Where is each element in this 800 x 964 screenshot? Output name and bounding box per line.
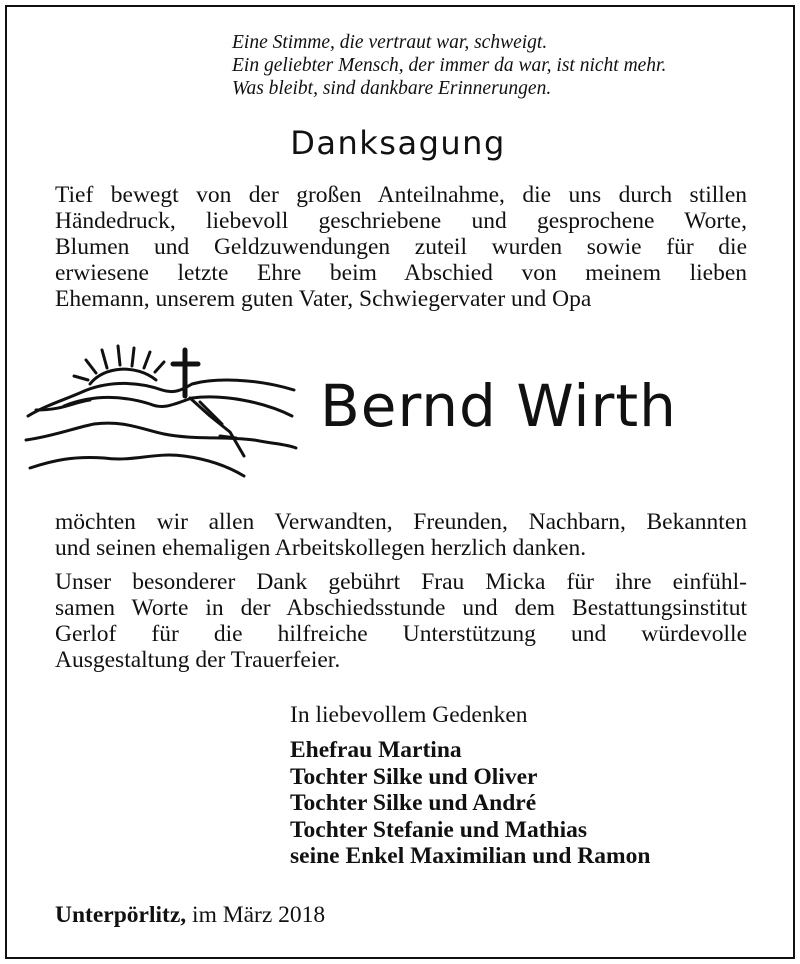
poem-line: Was bleibt, sind dankbare Erinnerungen. (232, 78, 552, 99)
signer: Tochter Silke und Oliver (290, 763, 538, 790)
heading: Danksagung (290, 124, 506, 162)
thanks-line: möchten wir allen Verwandten, Freunden, Nachbarn, Bekannten (55, 509, 747, 535)
place-date (55, 902, 325, 929)
poem-line: Eine Stimme, die vertraut war, schweigt. (232, 32, 548, 53)
intro-line: Tief bewegt von der großen Anteilnahme, die uns durch stillen (55, 182, 747, 208)
intro-paragraph (55, 182, 747, 312)
intro-line: Blumen und Geldzuwendungen zuteil wurden sowie für die (55, 234, 747, 260)
thanks-paragraph (55, 509, 747, 561)
special-line: Unser besonderer Dank gebührt Frau Micka für ihre einfühl- (55, 569, 747, 595)
intro-line: Händedruck, liebevoll geschriebene und gesprochene Worte, (55, 208, 747, 234)
signers-list (290, 737, 650, 870)
deceased-name: Bernd Wirth (320, 372, 677, 440)
thanks-line: und seinen ehemaligen Arbeitskollegen herzlich danken. (55, 535, 587, 561)
special-line: Gerlof für die hilfreiche Unterstützung und würdevolle (55, 621, 747, 647)
signer: Tochter Stefanie und Mathias (290, 816, 588, 843)
poem-line: Ein geliebter Mensch, der immer da war, ist nicht mehr. (232, 55, 667, 76)
intro-line: erwiesene letzte Ehre beim Abschied von meinem lieben (55, 260, 747, 286)
place: Unterpörlitz, (55, 902, 187, 928)
intro-line: Ehemann, unserem guten Vater, Schwiegervater und Opa (55, 286, 592, 312)
special-thanks-paragraph (55, 569, 747, 673)
date: im März 2018 (192, 902, 326, 928)
special-line: Ausgestaltung der Trauerfeier. (55, 647, 341, 673)
poem (232, 31, 666, 100)
signer: seine Enkel Maximilian und Ramon (290, 843, 651, 869)
signer: Ehefrau Martina (290, 737, 462, 763)
special-line: samen Worte in der Abschiedsstunde und dem Bestattungsinstitut (55, 595, 747, 621)
signer: Tochter Silke und André (290, 790, 537, 816)
closing-phrase: In liebevollem Gedenken (290, 702, 528, 728)
landscape-cross-sunrise-icon (24, 340, 304, 490)
